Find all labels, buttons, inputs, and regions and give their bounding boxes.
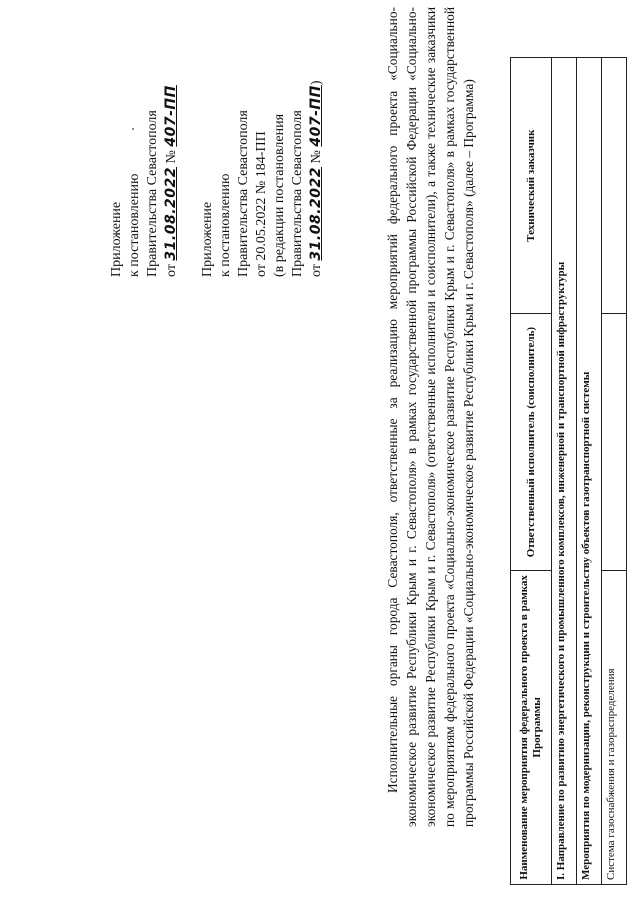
table-cell [602,58,627,314]
measures-table [510,57,627,885]
date-prefix: от [164,264,179,277]
section-row [552,58,577,885]
appendix-line: Правительства Севастополя [236,110,251,277]
appendix-line: Правительства Севастополя [290,110,305,277]
date-prefix: от [309,264,324,277]
appendix-block-2 [199,7,326,277]
intro-paragraph: Исполнительные органы города Севастополя, ответственные за реализацию мероприятий федерального проекта «Социально-экономическое развитие Республики Крым и г. Севастополя» в рамках государственной программы Российской Федерации «Социально-экономическое развитие Республики Крым и г. Севастополя» (ответственные исполнители и соисполнители), а также технические заказчики по мероприятиям федерального проекта «Социально-экономическое развитие Республики Крым и г. Севастополя» в рамках государственной программы Российской Федерации «Социально-экономическое развитие Республики Крым и г. Севастополя» (далее – Программа) [385,7,477,827]
appendix-line: (в редакции постановления [272,113,287,277]
section-title: I. Направление по развитию энергетического и промышленного комплексов, инженерной и транспортной инфраструктуры [552,58,577,885]
appendix-block-1 [108,7,181,277]
appendix-line: от 20.05.2022 № 184-ПП [254,131,269,277]
table-cell: Система газоснабжения и газораспределения [602,570,627,884]
subsection-title: Мероприятия по модернизации, реконструкции и строительству объектов газотранспортной системы [577,58,602,885]
number-label: № [309,150,324,164]
appendix-date-line [162,7,181,277]
handwritten-date: 31.08.2022 [308,166,324,261]
subsection-row [577,58,602,885]
appendix-line: Правительства Севастополя [145,110,160,277]
appendix-title: Приложение [200,201,215,277]
appendix-line: к постановлению [127,173,142,277]
closing-paren: ) [309,80,324,86]
appendix-title: Приложение [109,201,124,277]
appendix-date-line [307,7,326,277]
handwritten-number: 407-ПП [308,85,324,147]
table-row [602,58,627,885]
header-cell-customer: Технический заказчик [511,58,552,314]
number-label: № [164,150,179,164]
appendix-header [108,7,344,277]
appendix-line: к постановлению [218,173,233,277]
header-cell-measure: Наименование мероприятия федерального проекта в рамках Программы [511,570,552,884]
table-header-row [511,58,552,885]
table-cell [602,314,627,570]
handwritten-date: 31.08.2022 [163,166,179,261]
handwritten-number: 407-ПП [163,85,179,147]
header-cell-executor: Ответственный исполнитель (соисполнитель) [511,314,552,570]
